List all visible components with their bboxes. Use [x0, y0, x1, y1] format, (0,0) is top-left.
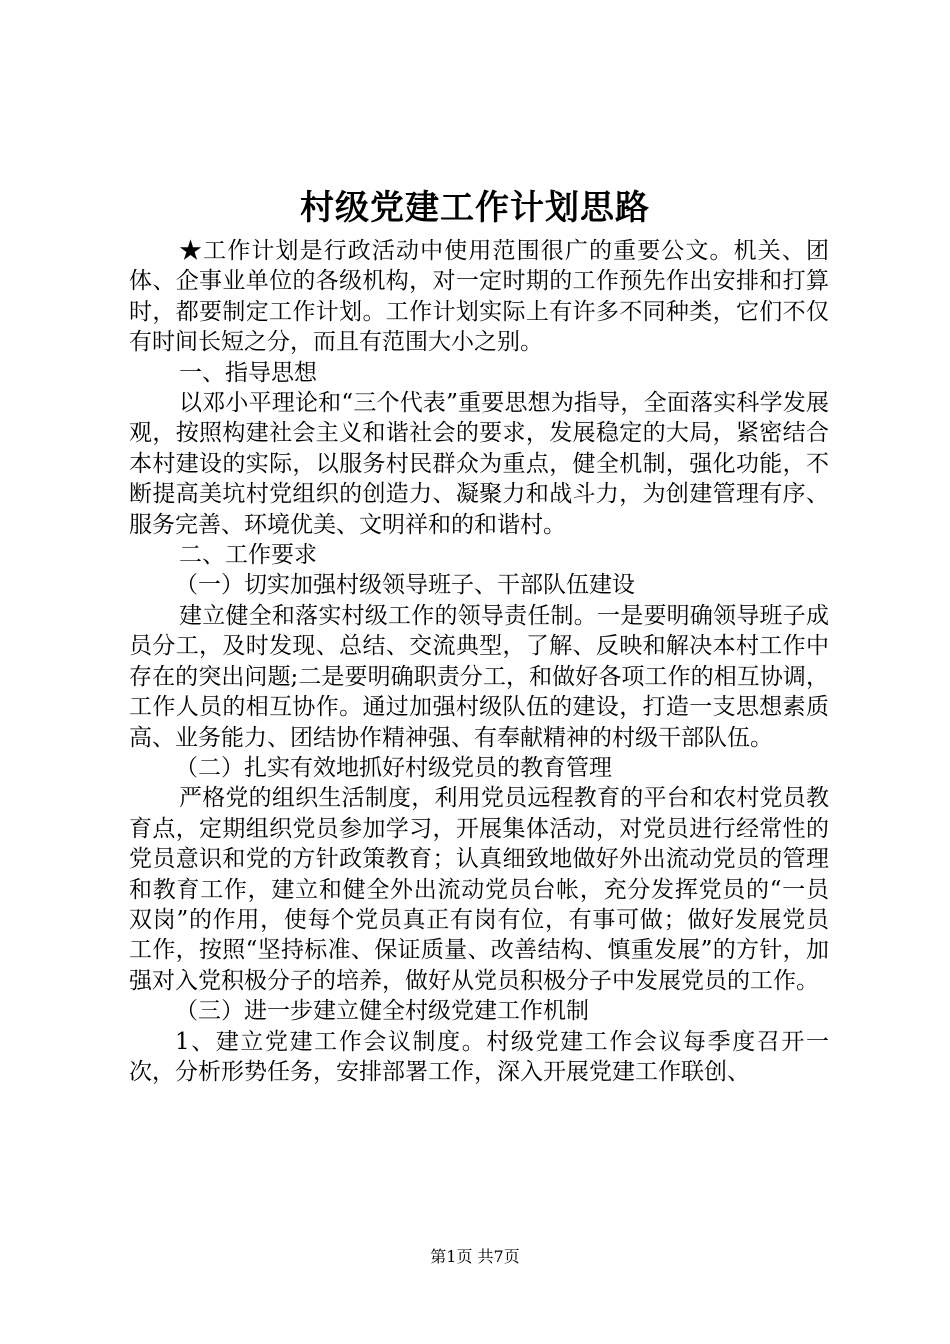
subheading-leadership-team: （一）切实加强村级领导班子、干部队伍建设 [175, 572, 635, 599]
leadership-team-paragraph: 建立健全和落实村级工作的领导责任制。一是要明确领导班子成员分工，及时发现、总结、交流典型，了解、反映和解决本村工作中存在的突出问题;二是要明确职责分工，和做好各项工作的相互协调，工作人员的相互协作。通过加强村级队伍的建设，打造一支思想素质高、业务能力、团结协作精神强、有奉献精神的村级干部队伍。 [129, 602, 829, 751]
work-mechanism-paragraph: 1、建立党建工作会议制度。村级党建工作会议每季度召开一次，分析形势任务，安排部署工作，深入开展党建工作联创、 [129, 1028, 829, 1085]
subheading-work-mechanism: （三）进一步建立健全村级党建工作机制 [175, 998, 589, 1025]
party-member-education-paragraph: 严格党的组织生活制度，利用党员远程教育的平台和农村党员教育点，定期组织党员参加学习，开展集体活动，对党员进行经常性的党员意识和党的方针政策教育；认真细致地做好外出流动党员的管理和教育工作，建立和健全外出流动党员台帐，充分发挥党员的“一员双岗”的作用，使每个党员真正有岗有位，有事可做；做好发展党员工作，按照“坚持标准、保证质量、改善结构、慎重发展”的方针，加强对入党积极分子的培养，做好从党员积极分子中发展党员的工作。 [129, 785, 829, 994]
subheading-party-member-education: （二）扎实有效地抓好村级党员的教育管理 [175, 754, 612, 781]
page-number-footer: 第1页 共7页 [430, 1247, 520, 1266]
document-title: 村级党建工作计划思路 [300, 188, 650, 228]
guiding-ideology-paragraph: 以邓小平理论和“三个代表”重要思想为指导，全面落实科学发展观，按照构建社会主义和谐社会的要求，发展稳定的大局，紧密结合本村建设的实际，以服务村民群众为重点，健全机制，强化功能，不断提高美坑村党组织的创造力、凝聚力和战斗力，为创建管理有序、服务完善、环境优美、文明祥和的和谐村。 [129, 390, 829, 538]
section-heading-work-requirements: 二、工作要求 [179, 542, 317, 569]
section-heading-guiding-ideology: 一、指导思想 [179, 359, 317, 386]
document-body [129, 236, 829, 1087]
intro-paragraph: ★工作计划是行政活动中使用范围很广的重要公文。机关、团体、企事业单位的各级机构，对一定时期的工作预先作出安排和打算时，都要制定工作计划。工作计划实际上有许多不同种类，它们不仅有时间长短之分，而且有范围大小之别。 [129, 238, 829, 356]
